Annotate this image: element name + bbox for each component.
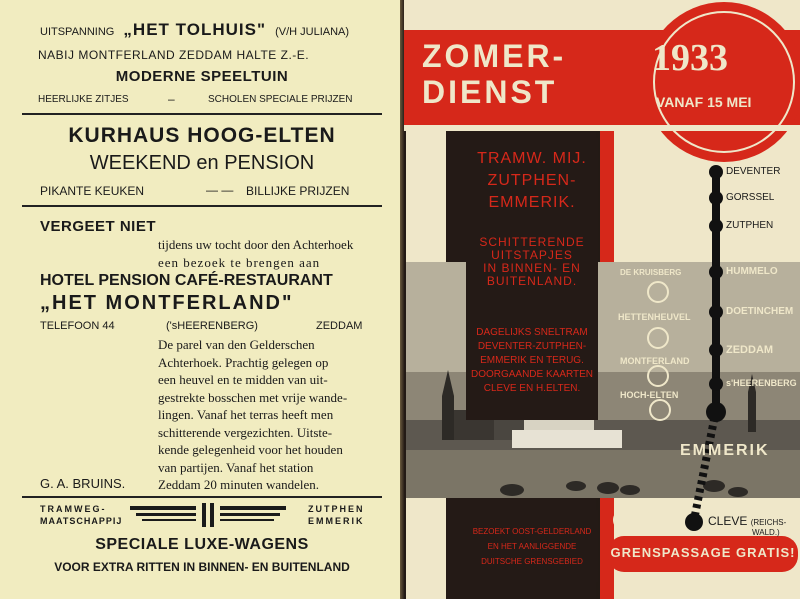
montferland-body-line: schitterende vergezichten. Uitste- — [158, 424, 333, 440]
company-line: ZUTPHEN- — [487, 172, 577, 189]
tolhuis-dash: – — [168, 92, 175, 106]
montferland-body — [158, 336, 388, 494]
bottom-box-line: DUITSCHE GRENSGEBIED — [481, 557, 583, 566]
excursions-line: IN BINNEN- EN — [483, 261, 581, 275]
emmerik-label: EMMERIK — [680, 442, 770, 459]
montferland-body-line: kende gelegenheid voor het houden — [158, 442, 343, 457]
tram-ad-left-top: TRAMWEG- — [40, 504, 107, 514]
station-label: DEVENTER — [726, 166, 781, 177]
montferland-place: ('sHEERENBERG) — [166, 320, 258, 332]
tram-company-emblem — [130, 500, 300, 530]
montferland-heading: VERGEET NIET — [40, 218, 157, 235]
bottom-box-line: BEZOEKT OOST-GELDERLAND — [472, 527, 592, 536]
montferland-intro-1: tijdens uw tocht door den Achterhoek — [158, 237, 354, 252]
kurhaus-dashes: — — — [206, 183, 234, 197]
cleve-label — [708, 514, 786, 537]
cleve-main: CLEVE — [708, 514, 748, 528]
station-label: s'HEERENBERG — [726, 378, 797, 388]
divider — [22, 113, 382, 115]
tram-ad-right-top: ZUTPHEN — [308, 504, 365, 514]
tram-ad-subline: VOOR EXTRA RITTEN IN BINNEN- EN BUITENLAND — [54, 560, 350, 574]
daily-line: DEVENTER-ZUTPHEN- — [477, 341, 587, 352]
tolhuis-left-note: HEERLIJKE ZITJES — [38, 94, 129, 105]
montferland-owner: G. A. BRUINS. — [40, 476, 126, 491]
kurhaus-right-note: BILLIJKE PRIJZEN — [246, 184, 350, 198]
company-line: EMMERIK. — [488, 194, 576, 211]
excursions-line: SCHITTERENDE — [479, 235, 585, 249]
since-date: VANAF 15 MEI — [656, 94, 752, 110]
tolhuis-prefix: UITSPANNING — [40, 26, 115, 38]
montferland-phone: TELEFOON 44 — [40, 320, 115, 332]
montferland-body-line: lingen. Vanaf het terras heeft men — [158, 407, 334, 422]
cover-page — [404, 0, 800, 599]
title-line-1: ZOMER- — [422, 38, 567, 74]
tram-ad-headline: SPECIALE LUXE-WAGENS — [95, 536, 309, 553]
title-line-2: DIENST — [422, 74, 558, 110]
tolhuis-name: „HET TOLHUIS" — [123, 20, 267, 39]
tolhuis-playground: MODERNE SPEELTUIN — [115, 68, 289, 85]
company-line: TRAMW. MIJ. — [477, 150, 587, 167]
tram-ad-right-bottom: EMMERIK — [308, 516, 365, 526]
station-label: GORSSEL — [726, 192, 775, 203]
station-label: HUMMELO — [726, 266, 778, 277]
montferland-town: ZEDDAM — [316, 320, 363, 332]
station-label: ZUTPHEN — [726, 220, 774, 231]
map-label: HETTENHEUVEL — [618, 312, 691, 322]
map-label: MONTFERLAND — [620, 356, 690, 366]
montferland-body-line: Achterhoek. Prachtig gelegen op — [158, 354, 329, 370]
montferland-body-line: een heuvel en te midden van uit- — [158, 372, 328, 387]
divider — [22, 205, 382, 207]
montferland-body-line: van partijen. Vanaf het station — [158, 459, 314, 475]
border-banner: GRENSPASSAGE GRATIS! — [610, 545, 796, 560]
tolhuis-right-note: SCHOLEN SPECIALE PRIJZEN — [208, 94, 353, 105]
kurhaus-subtitle: WEEKEND en PENSION — [89, 152, 315, 174]
tolhuis-header — [40, 20, 404, 40]
map-label: DE KRUISBERG — [620, 268, 682, 277]
daily-line: CLEVE EN H.ELTEN. — [483, 383, 581, 394]
daily-line: DOORGAANDE KAARTEN — [470, 369, 594, 380]
daily-service-block — [466, 326, 598, 396]
map-label: HOCH-ELTEN — [620, 390, 679, 400]
bottom-box-line: EN HET AANLIGGENDE — [487, 542, 577, 551]
tram-ad-left-bottom: MAATSCHAPPIJ — [40, 516, 123, 526]
tolhuis-suffix: (V/H JULIANA) — [275, 26, 350, 38]
daily-line: DAGELIJKS SNELTRAM — [476, 327, 588, 338]
station-label: DOETINCHEM — [726, 306, 794, 317]
company-name — [466, 148, 598, 214]
excursions-line: UITSTAPJES — [491, 248, 573, 262]
cleve-sub-2: WALD.) — [752, 528, 780, 537]
excursions-block — [466, 236, 598, 288]
divider — [22, 496, 382, 498]
montferland-name: „HET MONTFERLAND" — [40, 292, 294, 314]
montferland-hotel-line: HOTEL PENSION CAFÉ-RESTAURANT — [40, 272, 333, 289]
year: 1933 — [652, 37, 728, 79]
tolhuis-address: NABIJ MONTFERLAND ZEDDAM HALTE Z.-E. — [38, 48, 310, 62]
montferland-intro-2: een bezoek te brengen aan — [158, 255, 321, 270]
kurhaus-title: KURHAUS HOOG-ELTEN — [68, 124, 336, 147]
cleve-sub-1: (REICHS- — [750, 518, 787, 527]
montferland-body-line: gestrekte bosschen met vrije wande- — [158, 389, 348, 405]
bottom-box — [466, 524, 598, 569]
kurhaus-left-note: PIKANTE KEUKEN — [40, 184, 145, 198]
station-label: ZEDDAM — [726, 344, 774, 356]
montferland-body-line: De parel van den Gelderschen — [158, 337, 315, 352]
montferland-body-line: Zeddam 20 minuten wandelen. — [158, 477, 320, 492]
excursions-line: BUITENLAND. — [486, 274, 578, 288]
daily-line: EMMERIK EN TERUG. — [480, 355, 584, 366]
